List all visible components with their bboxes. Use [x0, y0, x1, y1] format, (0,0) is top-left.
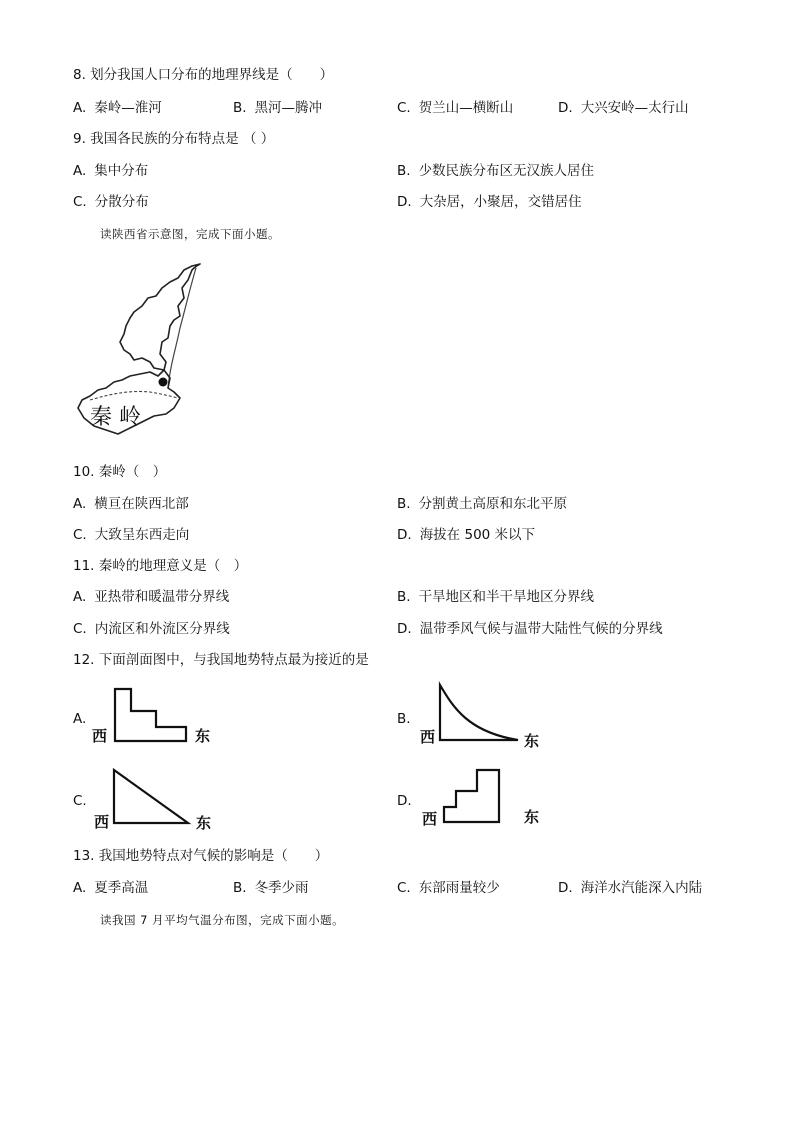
option-text: 亚热带和暖温带分界线: [94, 589, 230, 605]
q11-option-a[interactable]: [73, 588, 229, 606]
profile-b-east: 东: [524, 732, 540, 750]
q9-option-a[interactable]: [73, 162, 148, 180]
option-label: A.: [73, 496, 87, 512]
option-label: A.: [73, 880, 87, 896]
option-label: B.: [397, 589, 411, 605]
option-text: 海拔在 500 米以下: [419, 527, 536, 543]
q13-option-a[interactable]: [73, 879, 148, 897]
option-text: 少数民族分布区无汉族人居住: [418, 163, 595, 179]
q12-option-a-label[interactable]: A.: [73, 711, 87, 727]
q8-option-c[interactable]: [397, 99, 513, 117]
q9-option-b[interactable]: [397, 162, 594, 180]
q8-option-b[interactable]: [233, 99, 322, 117]
profile-diagram-b: [418, 682, 558, 752]
option-text: 贺兰山—横断山: [418, 100, 514, 116]
option-label: D.: [397, 194, 412, 210]
profile-c-west: 西: [94, 813, 110, 831]
profile-diagram-a: [88, 684, 228, 754]
option-label: D.: [558, 880, 573, 896]
q13-option-b[interactable]: [233, 879, 309, 897]
question-13-stem: 13. 我国地势特点对气候的影响是（ ）: [73, 848, 329, 864]
profile-c-east: 东: [196, 814, 212, 832]
option-label: D.: [397, 621, 412, 637]
profile-diagram-c: [92, 764, 232, 834]
option-text: 黑河—腾冲: [254, 100, 323, 116]
option-text: 温带季风气候与温带大陆性气候的分界线: [419, 621, 663, 637]
profile-a-west: 西: [92, 727, 108, 745]
option-label: D.: [558, 100, 573, 116]
option-text: 冬季少雨: [254, 880, 309, 896]
option-label: B.: [397, 163, 411, 179]
option-label: C.: [73, 527, 87, 543]
question-11-stem: 11. 秦岭的地理意义是（ ）: [73, 558, 248, 574]
profile-d-shape: [444, 770, 499, 822]
question-9-stem: 9. 我国各民族的分布特点是 （ ）: [73, 131, 275, 147]
profile-d-east: 东: [524, 808, 540, 826]
q8-option-d[interactable]: [558, 99, 689, 117]
option-text: 大兴安岭—太行山: [580, 100, 689, 116]
option-text: 夏季高温: [94, 880, 149, 896]
qinling-label: 秦 岭: [90, 405, 141, 430]
instruction-temperature-map: 读我国 7 月平均气温分布图，完成下面小题。: [100, 913, 345, 927]
option-text: 内流区和外流区分界线: [94, 621, 230, 637]
profile-a-east: 东: [195, 727, 211, 745]
option-label: C.: [397, 880, 411, 896]
q8-option-a[interactable]: [73, 99, 162, 117]
option-label: C.: [397, 100, 411, 116]
shaanxi-river: [168, 268, 196, 388]
question-8-stem: 8. 划分我国人口分布的地理界线是（ ）: [73, 67, 334, 83]
qinling-ridge: [90, 391, 178, 400]
profile-diagram-d: [420, 764, 560, 834]
q13-option-d[interactable]: [558, 879, 702, 897]
profile-b-shape: [440, 685, 518, 740]
profile-a-shape: [115, 689, 186, 741]
option-text: 东部雨量较少: [418, 880, 500, 896]
instruction-shaanxi-map: 读陕西省示意图，完成下面小题。: [100, 227, 280, 241]
xian-dot: [159, 378, 168, 387]
q11-option-d[interactable]: [397, 620, 663, 638]
option-text: 干旱地区和半干旱地区分界线: [418, 589, 595, 605]
option-label: C.: [73, 194, 87, 210]
option-label: B.: [233, 100, 247, 116]
q10-option-b[interactable]: [397, 495, 567, 513]
q9-option-c[interactable]: [73, 193, 149, 211]
profile-b-west: 西: [420, 728, 436, 746]
option-text: 大杂居，小聚居，交错居住: [419, 194, 582, 210]
profile-c-shape: [114, 770, 188, 823]
option-label: B.: [233, 880, 247, 896]
option-label: B.: [397, 496, 411, 512]
profile-d-west: 西: [422, 810, 438, 828]
option-text: 海洋水汽能深入内陆: [580, 880, 703, 896]
option-text: 分割黄土高原和东北平原: [418, 496, 568, 512]
question-10-stem: 10. 秦岭（ ）: [73, 464, 167, 480]
option-label: A.: [73, 100, 87, 116]
q9-option-d[interactable]: [397, 193, 582, 211]
option-text: 集中分布: [94, 163, 149, 179]
q12-option-d-label[interactable]: D.: [397, 793, 412, 809]
q13-option-c[interactable]: [397, 879, 500, 897]
option-label: C.: [73, 621, 87, 637]
shaanxi-map: [70, 258, 200, 448]
option-text: 分散分布: [94, 194, 149, 210]
option-label: D.: [397, 527, 412, 543]
option-text: 横亘在陕西北部: [94, 496, 189, 512]
option-label: A.: [73, 589, 87, 605]
q10-option-d[interactable]: [397, 526, 535, 544]
q11-option-c[interactable]: [73, 620, 230, 638]
q10-option-a[interactable]: [73, 495, 189, 513]
shaanxi-outline: [120, 264, 200, 370]
option-text: 大致呈东西走向: [94, 527, 190, 543]
q12-option-c-label[interactable]: C.: [73, 793, 87, 809]
q12-option-b-label[interactable]: B.: [397, 711, 411, 727]
q10-option-c[interactable]: [73, 526, 189, 544]
q11-option-b[interactable]: [397, 588, 594, 606]
option-label: A.: [73, 163, 87, 179]
question-12-stem: 12. 下面剖面图中，与我国地势特点最为接近的是: [73, 652, 369, 668]
option-text: 秦岭—淮河: [94, 100, 162, 116]
